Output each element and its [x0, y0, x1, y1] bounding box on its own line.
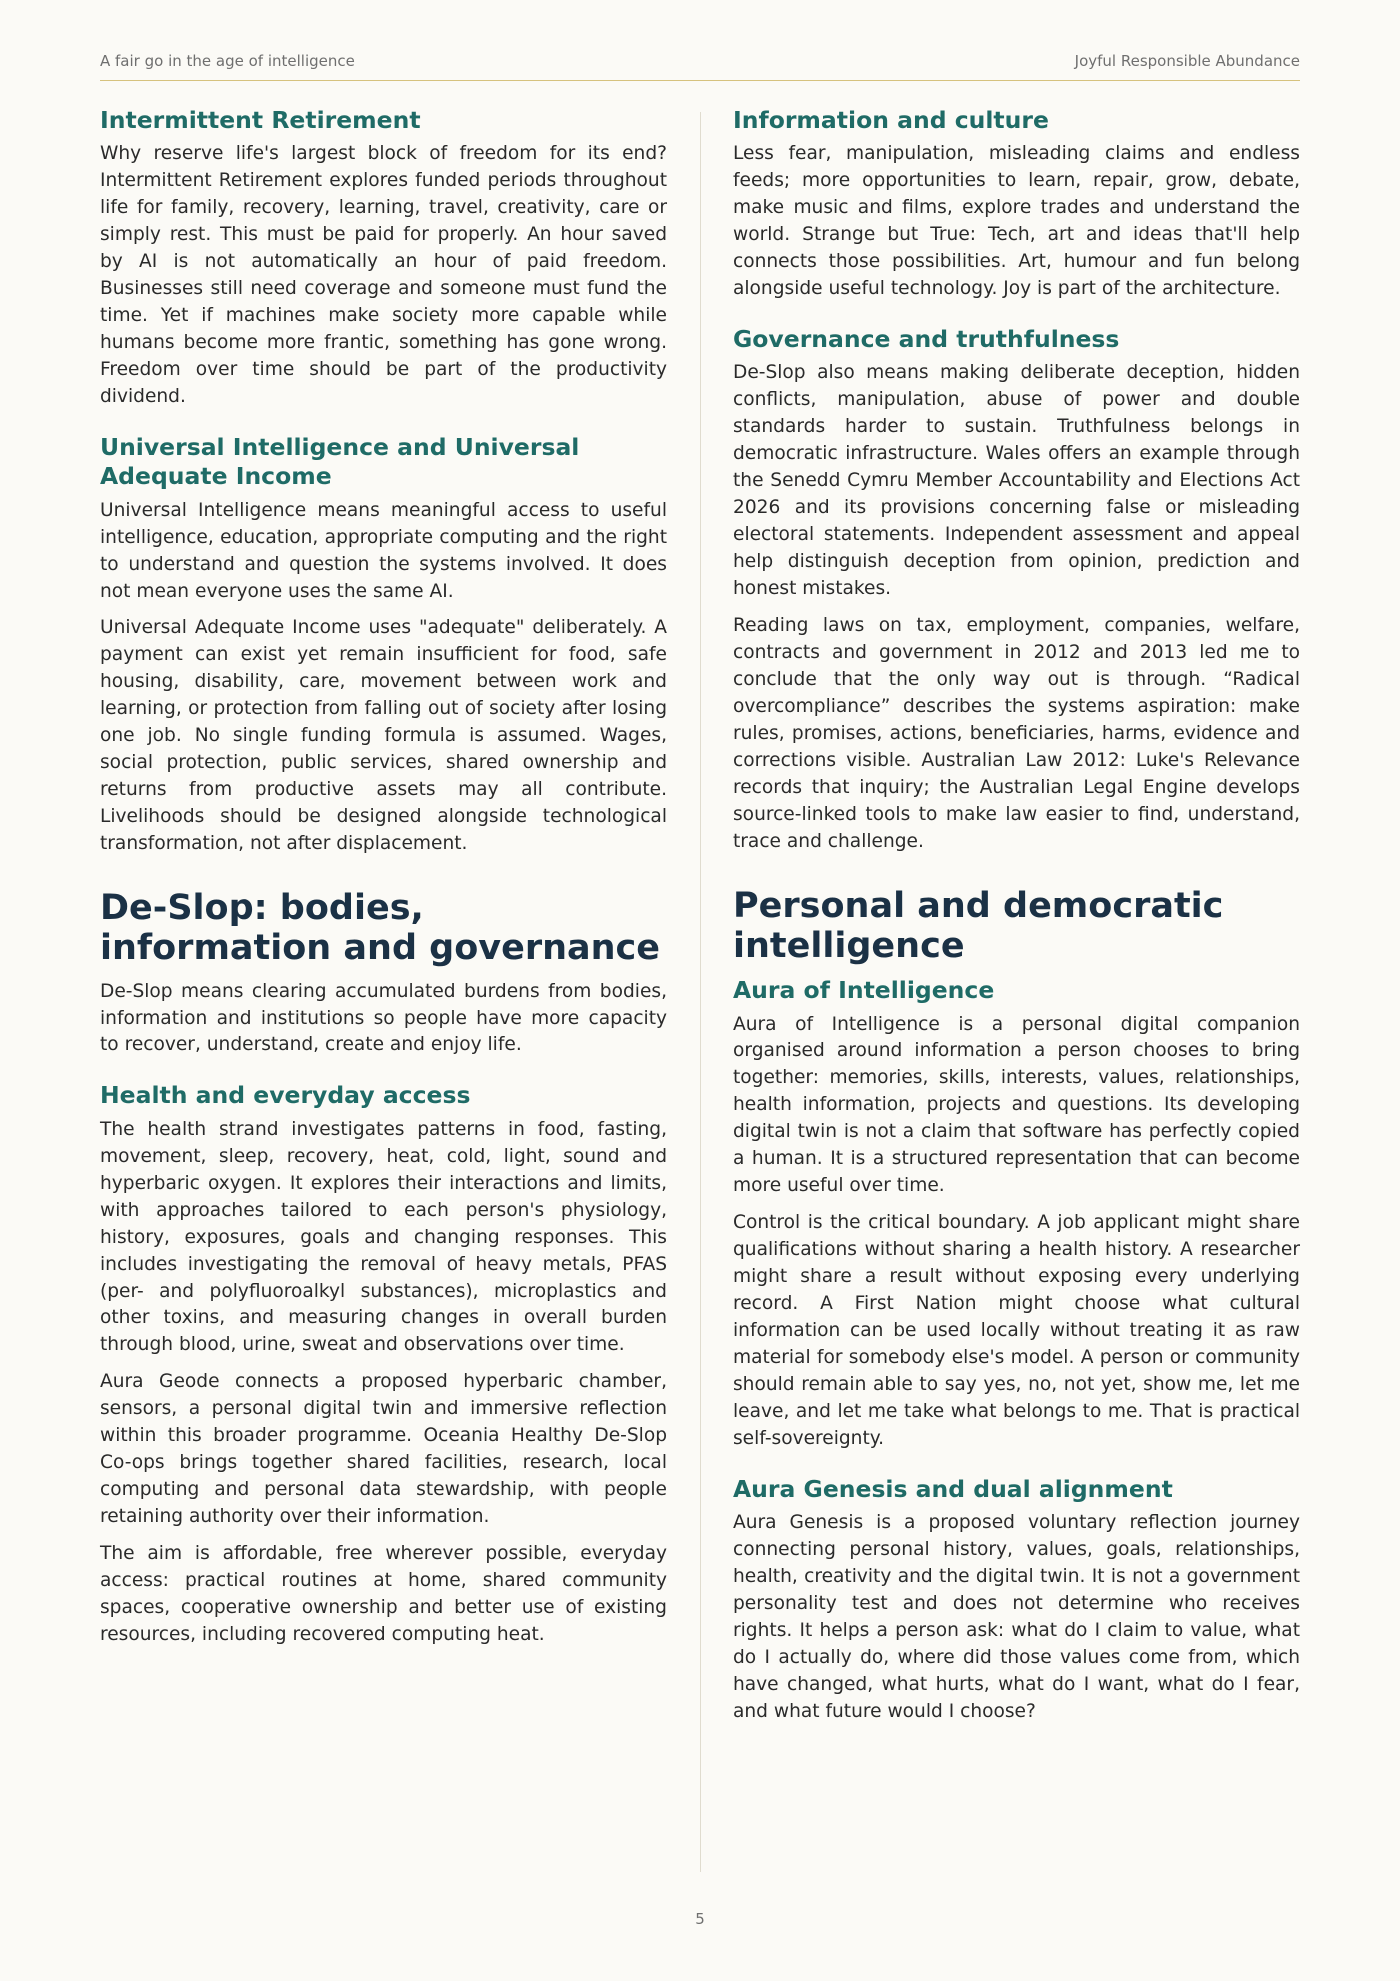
paragraph: The aim is affordable, free wherever possible, everyday access: practical routines at home, shared community spaces, cooperative ownership and better use of existing resources, including recovered computing heat.: [100, 1543, 667, 1645]
paragraph: Universal Adequate Income uses "adequate" deliberately. A payment can exist yet remain insufficient for food, safe housing, disability, care, movement between work and learning, or protection from falling out of society after losing one job. No single funding formula is assumed. Wages, social protection, public services, shared ownership and returns from productive assets may all contribute. Livelihoods should be designed alongside technological transformation, not after displacement.: [100, 617, 667, 855]
paragraph: Universal Intelligence means meaningful access to useful intelligence, education, appropriate computing and the right to understand and question the systems involved. It does not mean everyone uses the same AI.: [100, 499, 667, 602]
page-number: 5: [695, 1910, 705, 1928]
paragraph: De-Slop also means making deliberate deception, hidden conflicts, manipulation, abuse of power and double standards harder to sustain. Truthfulness belongs in democratic infrastructure. Wales offers an example through the Senedd Cymru Member Accountability and Elections Act 2026 and its provisions concerning false or misleading electoral statements. Independent assessment and appeal help distinguish deception from opinion, prediction and honest mistakes.: [733, 362, 1300, 600]
left-column: [100, 106, 667, 1671]
running-header: [100, 50, 1300, 81]
right-column: [733, 106, 1300, 1748]
section-aura-of-intelligence: [733, 976, 1300, 1453]
header-subtitle: Joyful Responsible Abundance: [1074, 52, 1300, 70]
paragraph: Aura Geode connects a proposed hyperbaric chamber, sensors, a personal digital twin and immersive reflection within this broader programme. Oceania Healthy De-Slop Co-ops brings together shared facilities, research, local computing and personal data stewardship, with people retaining authority over their information.: [100, 1371, 667, 1528]
section-heading: Health and everyday access: [100, 1081, 471, 1110]
section-heading: Governance and truthfulness: [733, 325, 1120, 354]
chapter-de-slop: [100, 888, 667, 1059]
section-health-everyday-access: [100, 1081, 667, 1648]
section-aura-genesis: [733, 1475, 1300, 1726]
paragraph: Control is the critical boundary. A job applicant might share qualifications without sharing a health history. A researcher might share a result without exposing every underlying record. A First Nation might choose what cultural information can be used locally without treating it as raw material for somebody else's model. A person or community should remain able to say yes, no, not yet, show me, let me leave, and let me take what belongs to me. That is practical self-sovereignty.: [733, 1212, 1300, 1449]
section-heading: Intermittent Retirement: [100, 106, 421, 134]
paragraph: Aura of Intelligence is a personal digital companion organised around information a person chooses to bring together: memories, skills, interests, values, relationships, health information, projects and questions. Its developing digital twin is not a claim that software has perfectly copied a human. It is a structured representation that can become more useful over time.: [733, 1013, 1300, 1197]
chapter-heading: De-Slop: bodies, information and governance: [100, 888, 661, 969]
chapter-heading: Personal and democratic intelligence: [733, 885, 1224, 966]
section-heading: Aura Genesis and dual alignment: [733, 1474, 1173, 1503]
paragraph: Why reserve life's largest block of freedom for its end? Intermittent Retirement explores funded periods throughout life for family, recovery, learning, travel, creativity, care or simply rest. This must be paid for properly. An hour saved by AI is not automatically an hour of paid freedom. Businesses still need coverage and someone must fund the time. Yet if machines make society more capable while humans become more frantic, something has gone wrong. Freedom over time should be part of the productivity dividend.: [100, 143, 667, 407]
paragraph: Less fear, manipulation, misleading claims and endless feeds; more opportunities to learn, repair, grow, debate, make music and films, explore trades and understand the world. Strange but True: Tech, art and ideas that'll help connects those possibilities. Art, humour and fun belong alongside useful technology. Joy is part of the architecture.: [733, 143, 1300, 300]
chapter-personal-democratic: [733, 886, 1300, 967]
paragraph: The health strand investigates patterns in food, fasting, movement, sleep, recovery, heat, cold, light, sound and hyperbaric oxygen. It explores their interactions and limits, with approaches tailored to each person's physiology, history, exposures, goals and changing responses. This includes investigating the removal of heavy metals, PFAS (per- and polyfluoroalkyl substances), microplastics and other toxins, and measuring changes in overall burden through blood, urine, sweat and observations over time.: [100, 1118, 667, 1356]
section-universal-intelligence: [100, 433, 667, 858]
section-heading: Aura of Intelligence: [733, 976, 995, 1005]
paragraph: Aura Genesis is a proposed voluntary reflection journey connecting personal history, values, goals, relationships, health, creativity and the digital twin. It is not a government personality test and does not determine who receives rights. It helps a person ask: what do I claim to value, what do I actually do, where did those values come from, which have changed, what hurts, what do I want, what do I fear, and what future would I choose?: [733, 1512, 1300, 1722]
section-heading: Universal Intelligence and Universal Adequate Income: [100, 432, 580, 491]
section-intermittent-retirement: [100, 106, 667, 411]
column-divider: [700, 112, 701, 1872]
section-governance-truthfulness: [733, 325, 1300, 856]
section-information-culture: [733, 106, 1300, 303]
paragraph: Reading laws on tax, employment, companies, welfare, contracts and government in 2012 and 2013 led me to conclude that the only way out is through. “Radical overcompliance” describes the systems aspiration: make rules, promises, actions, beneficiaries, harms, evidence and corrections visible. Australian Law 2012: Luke's Relevance records that inquiry; the Australian Legal Engine develops source-linked tools to make law easier to find, understand, trace and challenge.: [733, 615, 1300, 852]
paragraph: De-Slop means clearing accumulated burdens from bodies, information and institutions so people have more capacity to recover, understand, create and enjoy life.: [100, 980, 667, 1056]
section-heading: Information and culture: [733, 106, 1049, 134]
header-title: A fair go in the age of intelligence: [100, 52, 355, 70]
